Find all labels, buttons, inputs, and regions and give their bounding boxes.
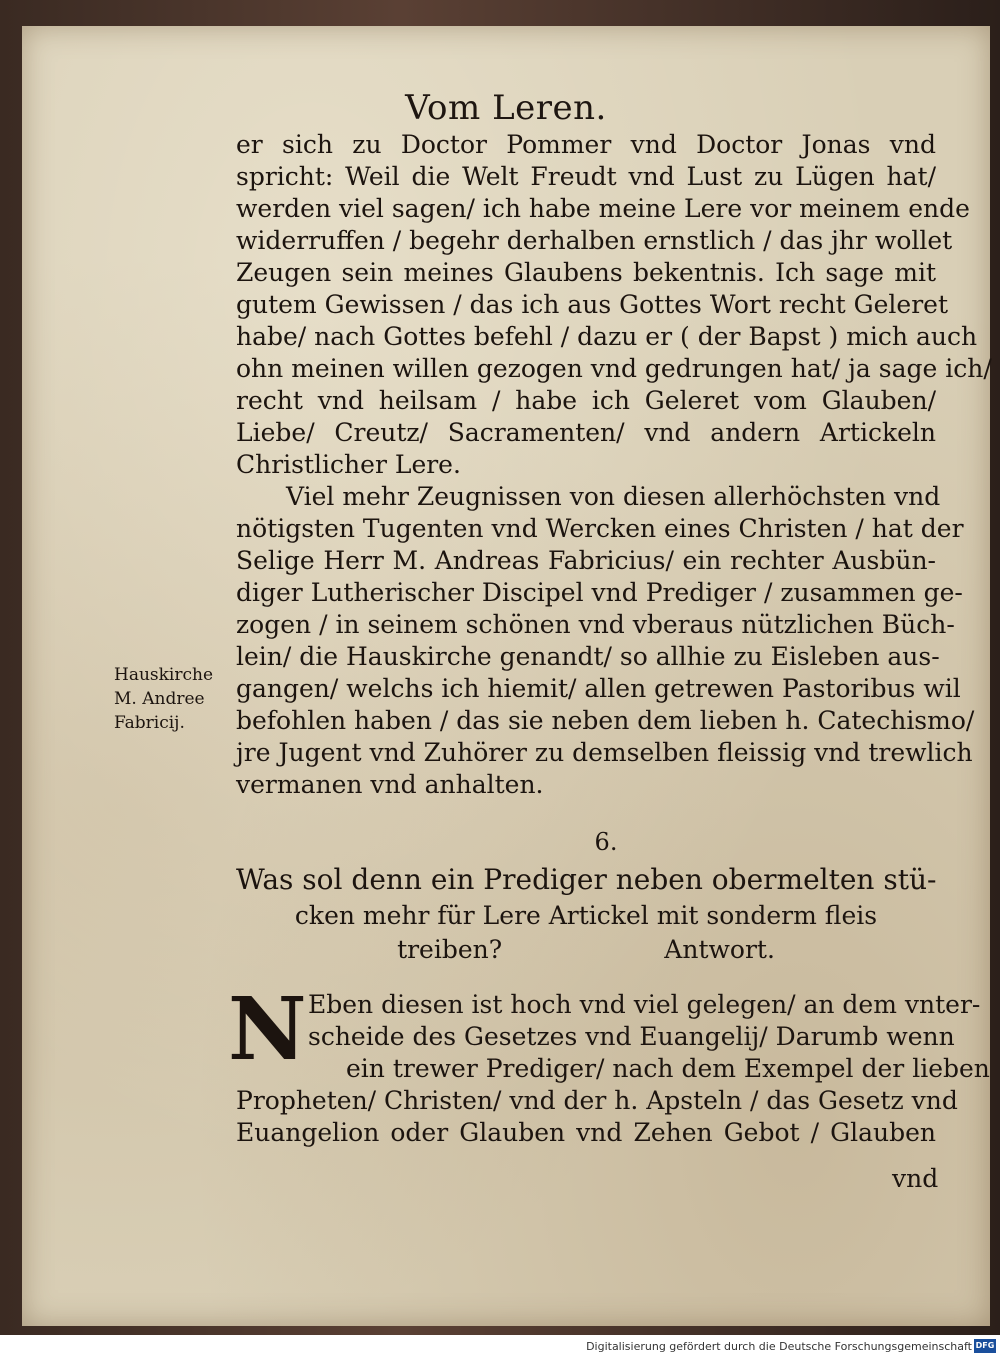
text-line: scheide des Gesetzes vnd Euangelij/ Darumb wenn bbox=[308, 1022, 955, 1051]
text-line: lein/ die Hauskirche genandt/ so allhie zu Eisleben aus- bbox=[236, 642, 940, 671]
text-line: Christlicher Lere. bbox=[236, 450, 461, 479]
text-line: spricht: Weil die Welt Freudt vnd Lust zu Lügen hat/ bbox=[236, 162, 936, 191]
question-heading bbox=[236, 861, 936, 967]
text-line: Euangelion oder Glauben vnd Zehen Gebot / Glauben bbox=[236, 1118, 936, 1147]
text-line: werden viel sagen/ ich habe meine Lere vor meinem ende bbox=[236, 194, 970, 223]
main-text bbox=[228, 129, 992, 1149]
footer-credit: Digitalisierung gefördert durch die Deutsche Forschungsgemeinschaft bbox=[586, 1340, 972, 1353]
question-line: cken mehr für Lere Artickel mit sonderm fleis bbox=[294, 901, 878, 930]
text-line: gangen/ welchs ich hiemit/ allen getrewen Pastoribus wil bbox=[236, 674, 961, 703]
margin-note-line: M. Andree bbox=[114, 689, 205, 709]
text-line: Propheten/ Christen/ vnd der h. Apsteln / das Gesetz vnd bbox=[236, 1086, 958, 1115]
dfg-logo-icon: DFG bbox=[974, 1339, 996, 1353]
margin-note-line: Fabricij. bbox=[114, 713, 185, 733]
text-line: jre Jugent vnd Zuhörer zu demselben fleissig vnd trewlich bbox=[236, 738, 973, 767]
paragraph-2 bbox=[236, 481, 975, 801]
text-line: er sich zu Doctor Pommer vnd Doctor Jonas vnd bbox=[236, 130, 936, 159]
answer-paragraph bbox=[228, 979, 990, 1149]
text-line: befohlen haben / das sie neben dem lieben h. Catechismo/ bbox=[236, 706, 975, 735]
text-line: widerruffen / begehr derhalben ernstlich / das jhr wollet bbox=[236, 226, 953, 255]
catchword: vnd bbox=[892, 1164, 939, 1193]
text-line: habe/ nach Gottes befehl / dazu er ( der Bapst ) mich auch bbox=[236, 322, 978, 351]
text-line: Liebe/ Creutz/ Sacramenten/ vnd andern Artickeln bbox=[236, 418, 936, 447]
margin-note bbox=[114, 663, 239, 735]
text-line: Zeugen sein meines Glaubens bekentnis. Ich sage mit bbox=[236, 258, 936, 287]
text-line: Viel mehr Zeugnissen von diesen allerhöchsten vnd bbox=[286, 482, 941, 511]
spacer bbox=[236, 801, 936, 823]
question-line: Was sol denn ein Prediger neben obermelten stü- bbox=[236, 863, 937, 896]
section-number: 6. bbox=[594, 828, 618, 856]
text-line: zogen / in seinem schönen vnd vberaus nützlichen Büch- bbox=[236, 610, 955, 639]
text-line: gutem Gewissen / das ich aus Gottes Wort recht Geleret bbox=[236, 290, 949, 319]
text-line: vermanen vnd anhalten. bbox=[236, 770, 544, 799]
scanned-page bbox=[22, 26, 990, 1326]
margin-note-line: Hauskirche bbox=[114, 665, 214, 685]
paragraph-1 bbox=[236, 129, 992, 481]
text-line: Selige Herr M. Andreas Fabricius/ ein rechter Ausbün- bbox=[236, 546, 936, 575]
answer-label: Antwort. bbox=[664, 935, 775, 964]
text-line: diger Lutherischer Discipel vnd Prediger / zusammen ge- bbox=[236, 578, 963, 607]
text-line: Eben diesen ist hoch vnd viel gelegen/ an dem vnter- bbox=[308, 990, 981, 1019]
question-end: treiben? bbox=[397, 935, 503, 964]
spacer bbox=[236, 967, 936, 989]
text-line: ein trewer Prediger/ nach dem Exempel der lieben bbox=[346, 1054, 990, 1083]
text-line: recht vnd heilsam / habe ich Geleret vom Glauben/ bbox=[236, 386, 936, 415]
running-head: Vom Leren. bbox=[405, 88, 607, 128]
text-line: ohn meinen willen gezogen vnd gedrungen hat/ ja sage ich/ bbox=[236, 354, 992, 383]
question-line bbox=[236, 933, 936, 967]
text-line: nötigsten Tugenten vnd Wercken eines Christen / hat der bbox=[236, 514, 964, 543]
drop-cap: N bbox=[228, 979, 307, 1080]
